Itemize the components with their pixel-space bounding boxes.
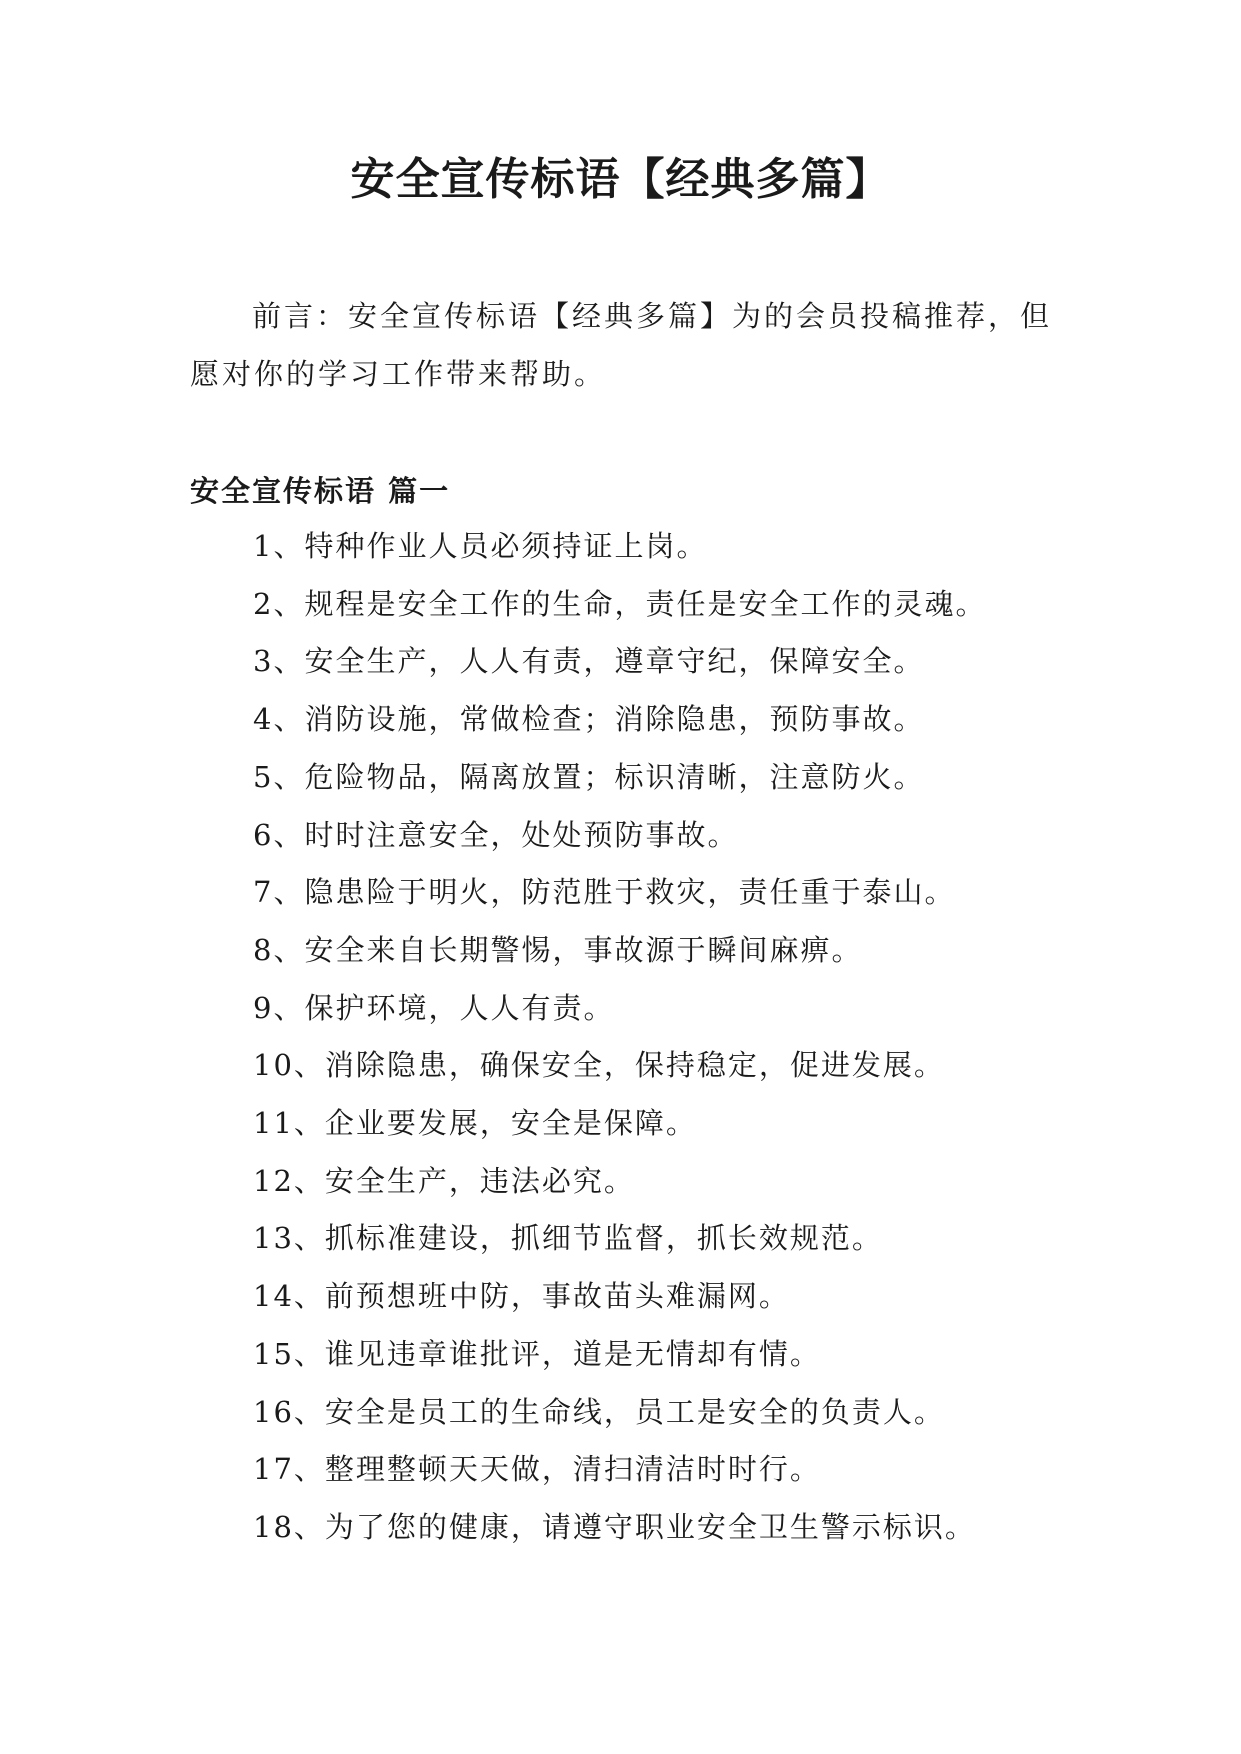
list-item: 5、危险物品，隔离放置；标识清晰，注意防火。: [253, 759, 925, 794]
list-item: 6、时时注意安全，处处预防事故。: [253, 817, 739, 852]
list-item: 11、企业要发展，安全是保障。: [253, 1106, 697, 1141]
list-item: 4、消防设施，常做检查；消除隐患，预防事故。: [253, 702, 925, 737]
preface-paragraph: 前言：安全宣传标语【经典多篇】为的会员投稿推荐，但愿对你的学习工作带来帮助。: [190, 299, 1053, 391]
slogan-list: [253, 518, 1093, 1557]
section-heading: 安全宣传标语 篇一: [190, 474, 451, 508]
list-item: 13、抓标准建设，抓细节监督，抓长效规范。: [253, 1221, 883, 1256]
list-item: 2、规程是安全工作的生命，责任是安全工作的灵魂。: [253, 586, 987, 621]
list-item: 18、为了您的健康，请遵守职业安全卫生警示标识。: [253, 1509, 976, 1544]
list-item: 9、保护环境，人人有责。: [253, 990, 615, 1025]
list-item: 7、隐患险于明火，防范胜于救灾，责任重于泰山。: [253, 875, 956, 910]
list-item: 15、谁见违章谁批评，道是无情却有情。: [253, 1336, 821, 1371]
list-item: 3、安全生产，人人有责，遵章守纪，保障安全。: [253, 644, 925, 679]
list-item: 10、消除隐患，确保安全，保持稳定，促进发展。: [253, 1048, 945, 1083]
list-item: 16、安全是员工的生命线，员工是安全的负责人。: [253, 1394, 945, 1429]
list-item: 8、安全来自长期警惕，事故源于瞬间麻痹。: [253, 932, 863, 967]
list-item: 1、特种作业人员必须持证上岗。: [253, 529, 708, 563]
list-item: 17、整理整顿天天做，清扫清洁时时行。: [253, 1452, 821, 1487]
list-item: 12、安全生产，违法必究。: [253, 1163, 635, 1198]
list-item: 14、前预想班中防，事故苗头难漏网。: [253, 1279, 790, 1314]
document-title: 安全宣传标语【经典多篇】: [350, 154, 891, 205]
